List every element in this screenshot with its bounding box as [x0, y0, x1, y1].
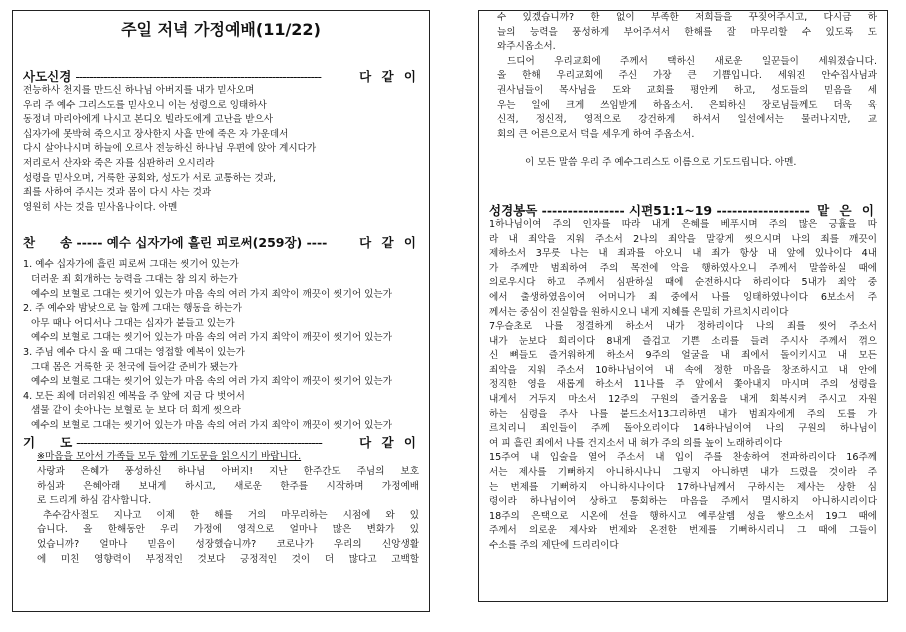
creed-text: [23, 84, 419, 215]
creed-leader: 다 같 이: [359, 69, 419, 84]
creed-header: [23, 67, 419, 84]
prayer-notice: ※마음을 모아서 가족들 모두 함께 기도문을 읽으시기 바랍니다.: [37, 451, 302, 463]
creed-line: 다시 살아나시며 하늘에 오르사 전능하신 하나님 우편에 앉아 계시다가: [23, 143, 317, 155]
scripture-header: [489, 201, 877, 218]
prayer-line: 로 드리게 하심 감사합니다.: [37, 495, 152, 507]
creed-line: 저리로서 산자와 죽은 자를 심판하러 오시리라: [23, 157, 215, 169]
prayer-line: 드디어 우리교회에 주께서 택하신 새로운 일꾼들이 세워졌습니다.: [507, 55, 877, 67]
scripture-line: 여 피 흘린 죄에서 나를 건지소서 내 혀가 주의 의를 높이 노래하리이다: [489, 437, 783, 449]
prayer-line: 습니다. 올 한해동안 우리 가정에 영적으로 얼마나 많은 변화가 있: [37, 524, 419, 536]
hymn-refrain-line: 예수의 보혈로 그대는 씻기어 있는가 마음 속의 여러 가지 죄악이 깨끗이 씻기어 있는가: [31, 288, 392, 300]
creed-line: 영원히 사는 것을 믿사옵나이다. 아멘: [23, 201, 178, 213]
scripture-line: 의로우시다 하고 주께서 심판하실 때에 순전하시다 하리이다 5내가 죄악 중: [489, 277, 877, 289]
hymn-verse-line: 3. 주님 예수 다시 올 때 그대는 영접할 예복이 있는가: [23, 346, 245, 358]
scripture-leader: 맡 은 이: [817, 202, 877, 218]
prayer-continued: [489, 11, 877, 171]
scripture-line: 라 내 죄악을 지워 주소서 2나의 죄악을 말갛게 씻으시며 나의 죄를 깨끗이: [489, 233, 877, 245]
prayer-line: 와주시옵소서.: [497, 41, 556, 53]
prayer-line: 에 미친 영향력이 부정적인 것보다 긍정적인 것이 더 많다고 고백할: [37, 553, 419, 565]
hymn-verse-line: 더러운 죄 회개하는 능력을 그대는 참 의지 하는가: [31, 273, 238, 285]
scripture-line: 서는 제사를 기뻐하지 아니하시나니 그렇지 아니하면 내가 드렸을 것이라 주: [489, 467, 877, 479]
prayer-line: 우는 일에 크게 쓰임받게 하옵소서. 은퇴하신 장로님들께도 더욱 육: [497, 99, 877, 111]
scripture-line: 정직한 영을 새롭게 하소서 11나를 주 앞에서 쫓아내지 마시며 주의 성령을: [489, 379, 877, 391]
scripture-line: 수소를 주의 제단에 드리리이다: [489, 540, 619, 551]
scripture-label: 성경봉독 ---------------- 시편51:1~19 ------------------: [489, 202, 810, 218]
prayer-line: 늘의 능력을 풍성하게 부어주셔서 한해를 잘 마무리할 수 있도록 도: [497, 26, 877, 38]
creed-line: 동정녀 마리아에게 나시고 본디오 빌라도에게 고난을 받으사: [23, 114, 273, 126]
hymn-verse-line: 그대 몸은 거룩한 곳 천국에 들어갈 준비가 됐는가: [31, 361, 238, 373]
prayer-line: 수 있겠습니까? 한 없이 부족한 저희들을 꾸짖어주시고, 다시금 하: [497, 12, 877, 23]
bulletin-left-column: [12, 10, 430, 612]
hymn-verse-line: 아무 때나 어디서나 그대는 십자가 붙들고 있는가: [31, 317, 235, 329]
prayer-line: 올 한해 우리교회에 주신 가장 큰 기쁨입니다. 세워진 안수집사님과: [497, 70, 877, 82]
hymn-lyrics: [23, 258, 419, 433]
prayer-line: 하심과 은혜아래 보내게 하시고, 새로운 한주를 시작하며 가정예배: [37, 480, 419, 492]
scripture-line: 주께서 의로운 제사와 번제와 온전한 번제를 기뻐하시리니 그 때에 그들이: [489, 525, 877, 537]
scripture-line: 15주여 내 입술을 열어 주소서 내 입이 주를 찬송하여 전파하리이다 16주께: [489, 452, 877, 464]
hymn-label: 찬 송 ----- 예수 십자가에 흘린 피로써(259장) ----: [23, 235, 328, 251]
prayer-label: 기 도: [23, 435, 73, 451]
scripture-line: 령이라 하나님이여 상하고 통회하는 마음을 주께서 멸시하지 아니하시리이다: [489, 496, 877, 508]
creed-divider: ----------------------------------------------------------------------: [75, 69, 322, 84]
scripture-line: 하는 심령을 주사 나를 붙드소서13그리하면 내가 범죄자에게 주의 도를 가: [489, 408, 877, 420]
prayer-closing: 이 모든 말씀 우리 주 예수그리스도 이름으로 기도드립니다. 아멘.: [525, 157, 797, 169]
hymn-refrain-line: 예수의 보혈로 그대는 씻기어 있는가 마음 속의 여러 가지 죄악이 깨끗이 씻기어 있는가: [31, 332, 392, 344]
scripture-line: 내가 눈보다 희리이다 8내게 즐겁고 기쁜 소리를 들려 주시사 주께서 꺾으: [489, 335, 877, 347]
bulletin-right-column: [478, 10, 888, 602]
scripture-line: 18주의 은택으로 시온에 선을 행하시고 예루살렘 성을 쌓으소서 19그 때에: [489, 510, 877, 522]
creed-line: 우리 주 예수 그리스도를 믿사오니 이는 성령으로 잉태하사: [23, 99, 267, 111]
hymn-leader: 다 같 이: [359, 235, 419, 251]
hymn-verse-line: 1. 예수 십자가에 흘린 피로써 그대는 씻기어 있는가: [23, 259, 239, 271]
hymn-refrain-line: 예수의 보혈로 그대는 씻기어 있는가 마음 속의 여러 가지 죄악이 깨끗이 씻기어 있는가: [31, 419, 392, 431]
scripture-line: 르치리니 죄인들이 주께 돌아오리이다 14하나님이여 나의 구원의 하나님이: [489, 423, 877, 435]
page-title: 주일 저녁 가정예배(11/22): [121, 20, 321, 39]
prayer-line: 었습니까? 얼마나 믿음이 성장했습니까? 코로나가 우리의 신앙생활: [37, 539, 419, 551]
creed-label: 사도신경: [23, 69, 72, 84]
scripture-line: 1하나님이여 주의 인자를 따라 내게 은혜를 베푸시며 주의 많은 긍휼을 따: [489, 218, 877, 230]
scripture-line: 께서는 중심이 진실함을 원하시오니 내게 지혜를 은밀히 가르치시리이다: [489, 306, 789, 318]
hymn-refrain-line: 예수의 보혈로 그대는 씻기어 있는가 마음 속의 여러 가지 죄악이 깨끗이 씻기어 있는가: [31, 376, 392, 388]
scripture-line: 7우슬초로 나를 정결하게 하소서 내가 정하리이다 나의 죄를 씻어 주소서: [489, 321, 877, 333]
creed-line: 전능하사 천지를 만드신 하나님 아버지를 내가 믿사오며: [23, 85, 255, 96]
scripture-line: 는 번제를 기뻐하지 아니하시나이다 17하나님께서 구하시는 제사는 상한 심: [489, 481, 877, 493]
prayer-header: [23, 433, 419, 450]
prayer-text: [23, 450, 419, 567]
scripture-line: 가 주께만 범죄하여 주의 목전에 악을 행하였사오니 주께서 말씀하실 때에: [489, 262, 877, 274]
hymn-header: [23, 233, 419, 250]
creed-line: 성령을 믿사오며, 거룩한 공회와, 성도가 서로 교통하는 것과,: [23, 172, 276, 184]
hymn-verse-line: 2. 주 예수와 밤낮으로 늘 함께 그대는 행동을 하는가: [23, 303, 242, 315]
prayer-divider: ----------------------------------------------------------------------: [76, 435, 322, 451]
creed-line: 죄를 사하여 주시는 것과 몸이 다시 사는 것과: [23, 187, 212, 199]
scripture-line: 신 뼈들도 즐거워하게 하소서 9주의 얼굴을 내 죄에서 돌이키시고 내 모든: [489, 350, 877, 362]
prayer-line: 사랑과 은혜가 풍성하신 하나님 아버지! 지난 한주간도 주님의 보호: [37, 466, 419, 478]
hymn-verse-line: 4. 모든 죄에 더러워진 예복을 주 앞에 지금 다 벗어서: [23, 390, 245, 402]
scripture-line: 내게서 거두지 마소서 12주의 구원의 즐거움을 내게 회복시켜 주시고 자원: [489, 394, 877, 406]
prayer-line: 권사님들이 목사님을 도와 교회를 평안케 하고, 성도들의 믿음을 세: [497, 84, 877, 96]
scripture-line: 죄악을 지워 주소서 10하나님이여 내 속에 정한 마음을 창조하시고 내 안에: [489, 364, 877, 376]
scripture-line: 에서 출생하였음이여 어머니가 죄 중에서 나를 잉태하였나이다 6보소서 주: [489, 291, 877, 303]
scripture-line: 제하소서 3무릇 나는 내 죄과를 아오니 내 죄가 항상 내 앞에 있나이다 4내: [489, 248, 877, 260]
creed-line: 십자가에 못박혀 죽으시고 장사한지 사흘 만에 죽은 자 가운데서: [23, 128, 289, 140]
prayer-line: 신적, 정신적, 영적으로 강건하게 하셔서 일선에서는 물러나지만, 교: [497, 114, 877, 126]
prayer-leader: 다 같 이: [359, 435, 419, 451]
scripture-text: [489, 218, 877, 554]
prayer-line: 회의 큰 어른으로서 덕을 세우게 하여 주옵소서.: [497, 128, 695, 140]
hymn-verse-line: 샘물 같이 솟아나는 보혈로 눈 보다 더 희게 씻으라: [31, 405, 241, 417]
prayer-line: 추수감사절도 지나고 이제 한 해를 거의 마무리하는 시점에 와 있: [43, 509, 419, 521]
